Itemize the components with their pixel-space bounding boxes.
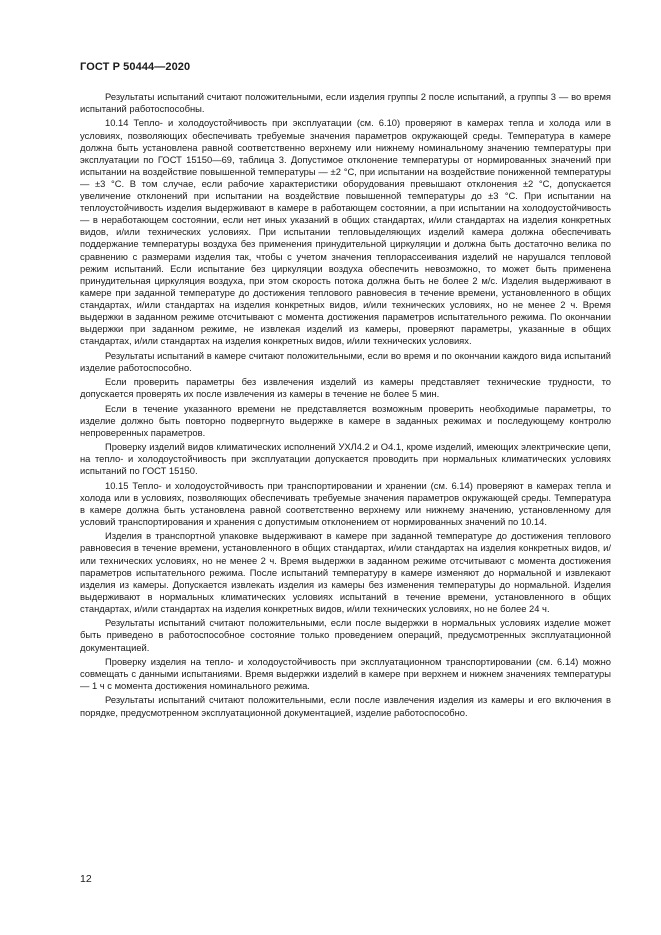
page-number: 12 — [80, 873, 92, 885]
paragraph-9: Результаты испытаний считают положительными, если после выдержки в нормальных условиях изделие может быть приведено в работоспособное состояние только проведением операций, предусмотренных эксплуатационной документацией. — [80, 617, 611, 653]
paragraph-8: Изделия в транспортной упаковке выдерживают в камере при заданной температуре до достижения теплового равновесия в течение времени, установленного в общих стандартах, и/или стандартах на изделия конкретных видов, и/или технических условиях, но не менее 2 ч. Время выдержки в заданном режиме отсчитывают с момента достижения параметров испытательного режима. После испытаний температуру в камере изменяют до нормальной и извлекают изделия из камеры. Допускается извлекать изделия из камеры без изменения температуры до нормальной. Изделия выдерживают в нормальных климатических условиях испытаний в течение времени, установленного в общих стандартах, и/или стандартах на изделия конкретных видов, и/или технических условиях, но не более 24 ч. — [80, 530, 611, 614]
document-header: ГОСТ Р 50444—2020 — [80, 61, 191, 73]
paragraph-6: Проверку изделий видов климатических исполнений УХЛ4.2 и О4.1, кроме изделий, имеющих электрические цепи, на тепло- и холодоустойчивость при эксплуатации допускается проводить при нормальных климатических условиях испытаний по ГОСТ 15150. — [80, 441, 611, 477]
document-body — [80, 91, 611, 721]
paragraph-4: Если проверить параметры без извлечения изделий из камеры представляет технические трудности, то допускается проверять их после извлечения из камеры в течение не более 5 мин. — [80, 376, 611, 400]
paragraph-1: Результаты испытаний считают положительными, если изделия группы 2 после испытаний, а группы 3 — во время испытаний работоспособны. — [80, 91, 611, 115]
paragraph-11: Результаты испытаний считают положительными, если после извлечения изделия из камеры и его включения в порядке, предусмотренном эксплуатационной документацией, изделие работоспособно. — [80, 694, 611, 718]
paragraph-5: Если в течение указанного времени не представляется возможным проверить необходимые параметры, то изделие должно быть повторно подвергнуто выдержке в камере в заданных режимах и последующему контролю непроверенных параметров. — [80, 402, 611, 438]
paragraph-10: Проверку изделия на тепло- и холодоустойчивость при эксплуатационном транспортировании (см. 6.14) можно совмещать с данными испытаниями. Время выдержки изделий в камере при верхнем и нижнем значениях температуры — 1 ч с момента достижения номинального режима. — [80, 655, 611, 692]
paragraph-7: 10.15 Тепло- и холодоустойчивость при транспортировании и хранении (см. 6.14) проверяют в камерах тепла и холода или в условиях, позволяющих обеспечивать требуемые значения параметров окружающей среды. Температура в камере должна быть установлена равной соответственно верхнему или нижнему значению, установленному для условий транспортирования и хранения с допустимым отклонением от нормированных значений по 10.14. — [80, 479, 611, 527]
paragraph-2: 10.14 Тепло- и холодоустойчивость при эксплуатации (см. 6.10) проверяют в камерах тепла и холода или в условиях, позволяющих обеспечивать требуемые значения параметров окружающей среды. Температура в камере должна быть установлена равной соответственно верхнему или нижнему номинальному значению температуры при эксплуатации по ГОСТ 15150—69, таблица 3. Допустимое отклонение температуры от нормированных значений при испытании на воздействие повышенной температуры — ±2 °С, при испытании на воздействие пониженной температуры — ±3 °С. В том случае, если рабочие характеристики оборудования превышают отклонения ±2 °С, допускается увеличение отклонений при испытании на воздействие повышенной температуры до ±3 °С. При испытании на теплоустойчивость изделия выдерживают в камере в работающем состоянии, а при испытании на холодоустойчивость — в неработающем состоянии, если нет иных указаний в общих стандартах, и/или стандартах на изделия конкретных видов, и/или технических условиях. При испытании тепловыделяющих изделий камера должна обеспечивать поддержание температуры воздуха без применения принудительной циркуляции и должна быть достаточно велика по сравнению с размерами изделия так, чтобы с учетом значения теплорассеивания изделий не нарушался тепловой режим испытаний. Если испытание без циркуляции воздуха обеспечить невозможно, то может быть применена принудительная циркуляция воздуха, при этом скорость потока должна быть не более 2 м/с. Изделия выдерживают в камере при заданной температуре до достижения теплового равновесия в течение времени, установленного в общих стандартах, и/или стандартах на изделия конкретных видов, и/или технических условиях, но не менее 2 ч. Время выдержки в заданном режиме отсчитывают с момента достижения параметров испытательного режима. По окончании выдержки при заданном режиме, не извлекая изделий из камеры, проверяют параметры, указанные в общих стандартах, и/или стандартах на изделия конкретных видов, и/или технических условиях. — [80, 117, 611, 347]
paragraph-3: Результаты испытаний в камере считают положительными, если во время и по окончании каждого вида испытаний изделие работоспособно. — [80, 349, 611, 373]
